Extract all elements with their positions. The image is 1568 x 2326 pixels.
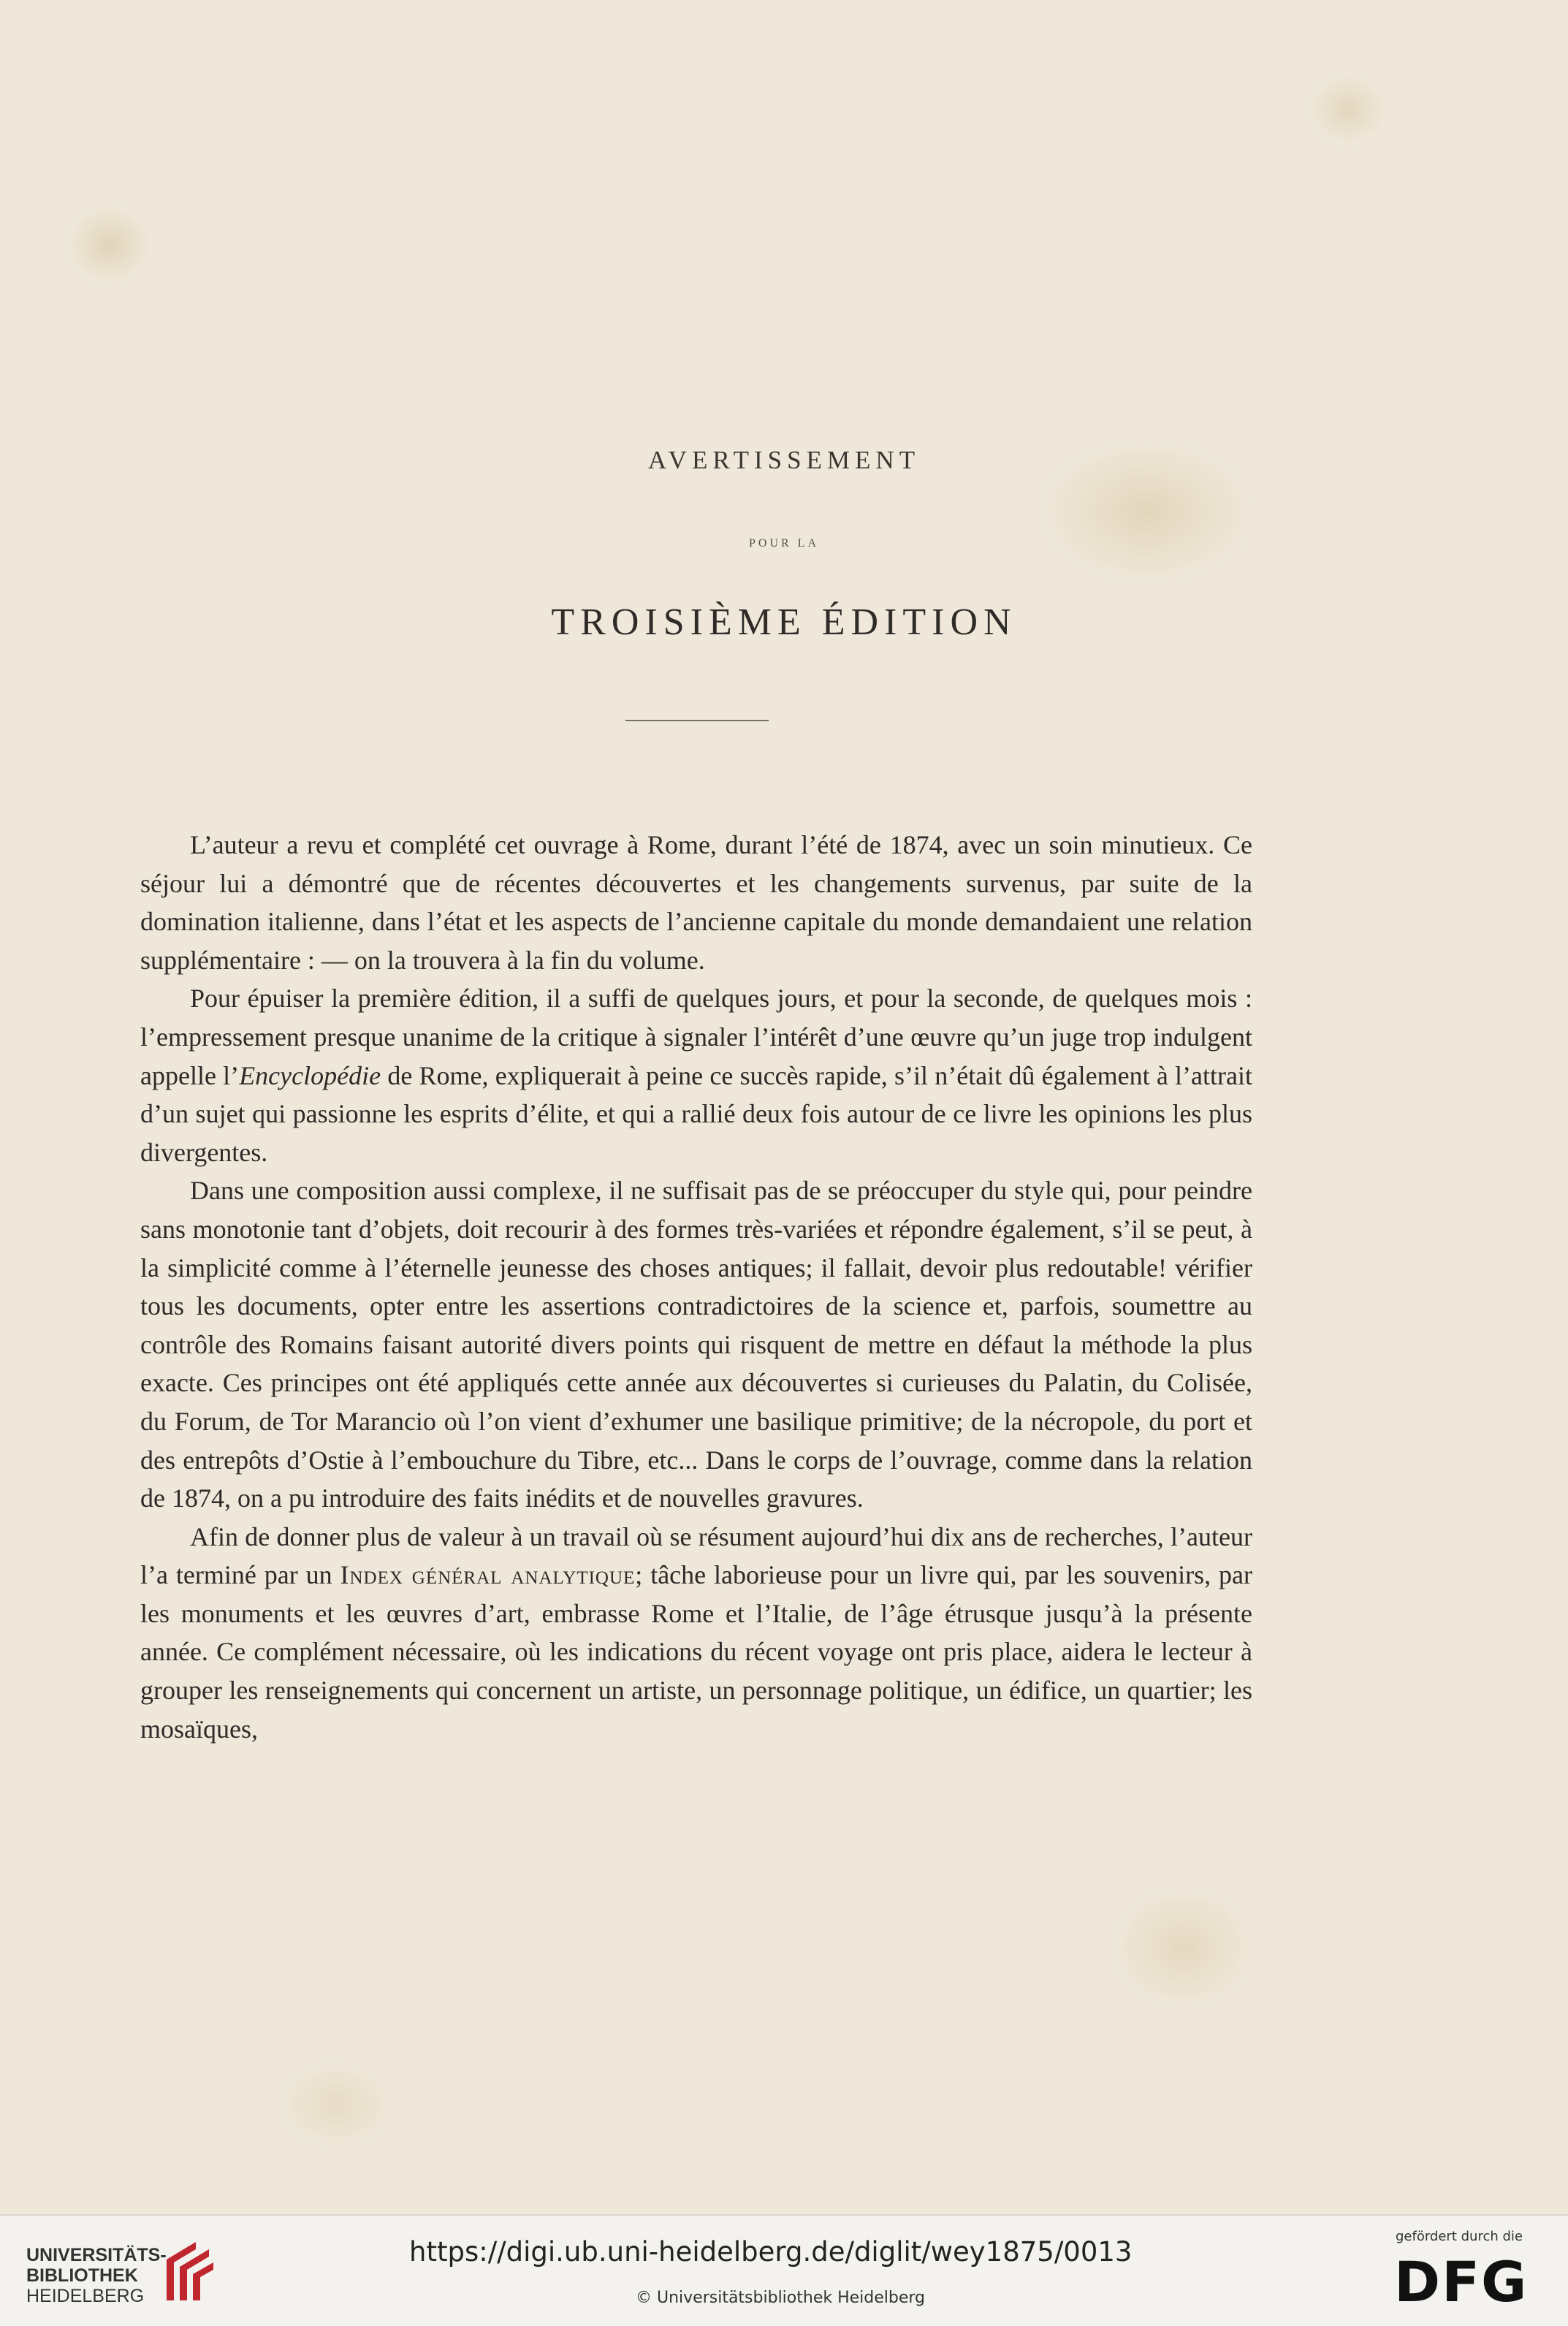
- library-logo-icon: [159, 2238, 218, 2305]
- paper-stain: [1308, 73, 1388, 146]
- paragraph: L’auteur a revu et complété cet ouvrage à Rome, durant l’été de 1874, avec un soin minutieux. Ce séjour lui a démontré que de récentes découvertes et les changements survenus, par suite de la domination italienne, dans l’état et les aspects de l’ancienne capitale du monde demandaient une relation supplémentaire : — on la trouvera à la fin du volume.: [140, 830, 1252, 975]
- library-name-line: UNIVERSITÄTS-: [26, 2245, 167, 2265]
- library-name-line: BIBLIOTHEK: [26, 2265, 138, 2286]
- paragraph: [140, 979, 1252, 1171]
- library-name: [26, 2245, 167, 2306]
- paper-stain: [1111, 1885, 1257, 2010]
- body-text: [140, 826, 1252, 1748]
- copyright-text: © Universitätsbibliothek Heidelberg: [636, 2289, 926, 2307]
- heading-subtitle: POUR LA: [748, 537, 819, 550]
- paragraph: [140, 1518, 1252, 1749]
- dfg-logo: DFG: [1394, 2249, 1529, 2314]
- paper-stain: [278, 2061, 395, 2148]
- text-run: de Rome, expliquerait à peine ce succès rapide, s’il n’était dû également à l’attrait d’un sujet qui passionne les esprits d’élite, et qui a rallié deux fois autour de ce livre les opinions les plus divergentes.: [140, 1060, 1252, 1167]
- divider-rule: [625, 720, 769, 721]
- paragraph: Dans une composition aussi complexe, il ne suffisait pas de se préoccuper du style qui, pour peindre sans monotonie tant d’objets, doit recourir à des formes très-variées et répondre également, s’il se peut, à la simplicité comme à l’éternelle jeunesse des choses antiques; il fallait, devoir plus redoutable! vérifier tous les documents, opter entre les assertions contradictoires de la science et, parfois, soumettre au contrôle des Romains faisant autorité divers points qui risquent de mettre en défaut la méthode la plus exacte. Ces principes ont été appliqués cette année aux découvertes si curieuses du Palatin, du Colisée, du Forum, de Tor Marancio où l’on vient d’exhumer une basilique primitive; de la nécropole, du port et des entrepôts d’Ostie à l’embouchure du Tibre, etc... Dans le corps de l’ouvrage, comme dans la relation de 1874, on a pu introduire des faits inédits et de nouvelles gravures.: [140, 1176, 1252, 1513]
- text-run: Pour épuiser la première édition, il a suffi de quelques jours, et pour la seconde, de quelques mois : l’empressement presque unanime de la critique à signaler l’intérêt d’une œuvre qu’un juge trop indulgent appelle l’: [140, 984, 1252, 1090]
- text-run: Afin de donner plus de valeur à un travail où se résument aujourd’hui dix ans de recherches, l’auteur l’a terminé par un: [140, 1521, 1252, 1590]
- heading-title: AVERTISSEMENT: [647, 446, 921, 474]
- heading-edition: TROISIÈME ÉDITION: [551, 601, 1017, 643]
- paper-stain: [66, 205, 153, 285]
- library-name-line: HEIDELBERG: [26, 2286, 145, 2306]
- small-caps-text: Index général analytique: [340, 1560, 636, 1590]
- footer-bar: [0, 2214, 1568, 2326]
- text-run: ; tâche laborieuse pour un livre qui, par les souvenirs, par les monuments et les œuvres d’art, embrasse Rome et l’Italie, de l’âge étrusque jusqu’à la présente année. Ce complément nécessaire, où les indications du récent voyage ont pris place, aidera le lecteur à grouper les renseignements qui concernent un artiste, un personnage politique, un édifice, un quartier; les mosaïques,: [140, 1560, 1252, 1744]
- funded-by-text: gefördert durch die: [1396, 2229, 1523, 2244]
- italic-text: Encyclopédie: [239, 1060, 381, 1090]
- document-url-link[interactable]: https://digi.ub.uni-heidelberg.de/diglit/wey1875/0013: [409, 2236, 1133, 2268]
